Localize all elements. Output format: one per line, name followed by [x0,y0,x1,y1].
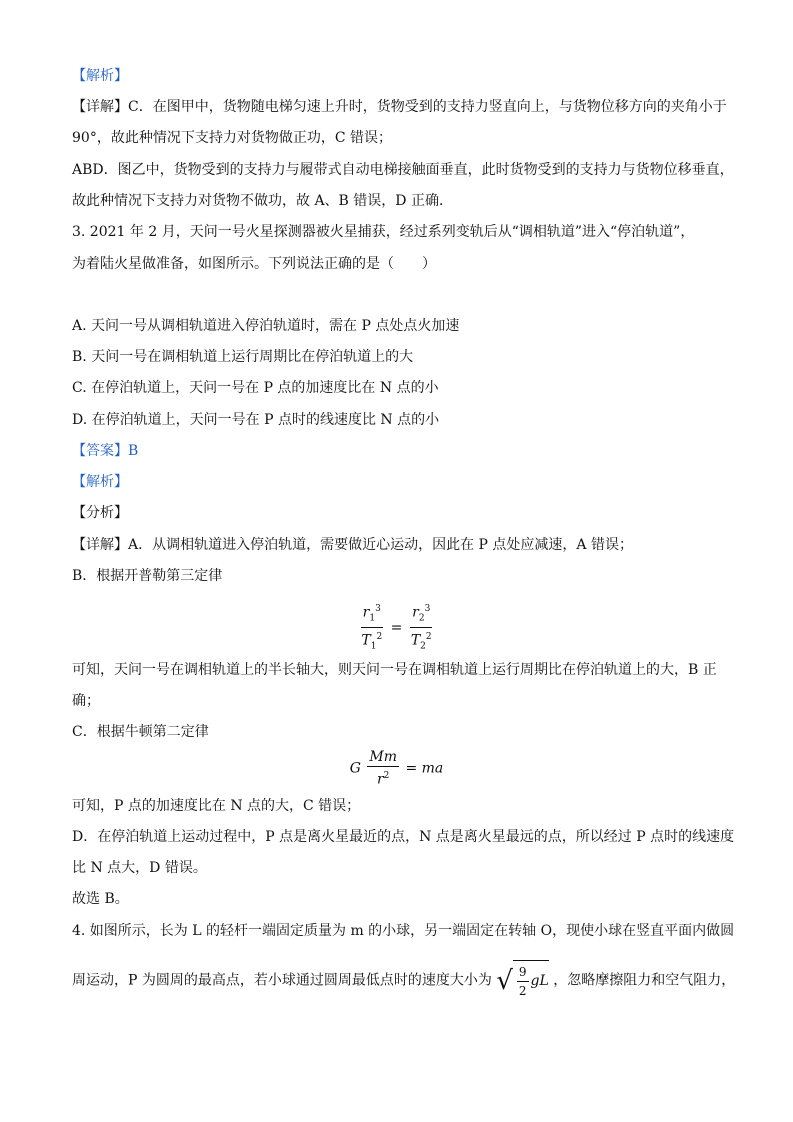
question-3-line-1: 3. 2021 年 2 月，天问一号火星探测器被火星捕获，经过系列变轨后从“调相轨道”进入“停泊轨道”， [72,224,695,240]
detail-line-1: 【详解】C．在图甲中，货物随电梯匀速上升时，货物受到的支持力竖直向上，与货物位移方向的夹角小于 [72,99,727,115]
conclusion-b-line-2: 确； [72,693,100,709]
detail-d-line-2: 比 N 点大，D 错误。 [72,860,207,876]
question-4-line-2-tail: ，忽略摩擦阻力和空气阻力， [553,972,736,989]
fraction-right: $\frac{r_2^3}{T_2^2}$ [409,600,434,656]
detail-line-2: 90°，故此种情况下支持力对货物做正功，C 错误； [72,130,392,146]
kepler-formula [0,600,793,656]
sqrt-expression: √ $\frac{9}{2}$ gL [496,960,548,1001]
final-choice-line: 故选 B。 [72,891,129,907]
newton-line: C．根据牛顿第二定律 [72,724,209,740]
analysis-tag: 【解析】 [72,68,128,84]
newton-formula: G $\frac{Mm}{r^2}$ = ma [349,749,444,788]
fraction-left: $\frac{r_1^3}{T_1^2}$ [359,600,384,656]
detail-d-line-1: D．在停泊轨道上运动过程中，P 点是离火星最近的点，N 点是离火星最远的点，所以经过 P 点时的线速度 [72,829,735,845]
analysis-heading: 【分析】 [72,505,128,521]
question-4-line-2-text: 周运动，P 为圆周的最高点，若小球通过圆周最低点时的速度大小为 [72,972,492,989]
question-4-line-1: 4. 如图所示，长为 L 的轻杆一端固定质量为 m 的小球，另一端固定在转轴 O，现使小球在竖直平面内做圆 [72,923,735,939]
detail-a-line: 【详解】A．从调相轨道进入停泊轨道，需要做近心运动，因此在 P 点处应减速，A 错误； [72,537,633,553]
conclusion-c-line: 可知，P 点的加速度比在 N 点的大，C 错误； [72,798,361,814]
detail-line-4: 故此种情况下支持力对货物不做功，故 A、B 错误，D 正确． [72,193,453,209]
analysis-tag-2: 【解析】 [72,474,128,490]
answer-line: 【答案】B [72,443,139,459]
option-c: C. 在停泊轨道上，天问一号在 P 点的加速度比在 N 点的小 [72,380,439,396]
equals-sign: = [390,619,403,636]
question-3-line-2: 为着陆火星做准备，如图所示。下列说法正确的是（ ） [72,256,436,272]
question-4-line-2 [72,960,735,1001]
option-a: A. 天问一号从调相轨道进入停泊轨道时，需在 P 点处点火加速 [72,318,460,334]
option-d: D. 在停泊轨道上，天问一号在 P 点时的线速度比 N 点的小 [72,412,440,428]
conclusion-b-line-1: 可知，天问一号在调相轨道上的半长轴大，则天问一号在调相轨道上运行周期比在停泊轨道上的大，B 正 [72,662,717,678]
option-b: B. 天问一号在调相轨道上运行周期比在停泊轨道上的大 [72,349,414,365]
kepler-line: B．根据开普勒第三定律 [72,568,223,584]
detail-line-3: ABD．图乙中，货物受到的支持力与履带式自动电梯接触面垂直，此时货物受到的支持力与货物位移垂直， [72,162,734,178]
